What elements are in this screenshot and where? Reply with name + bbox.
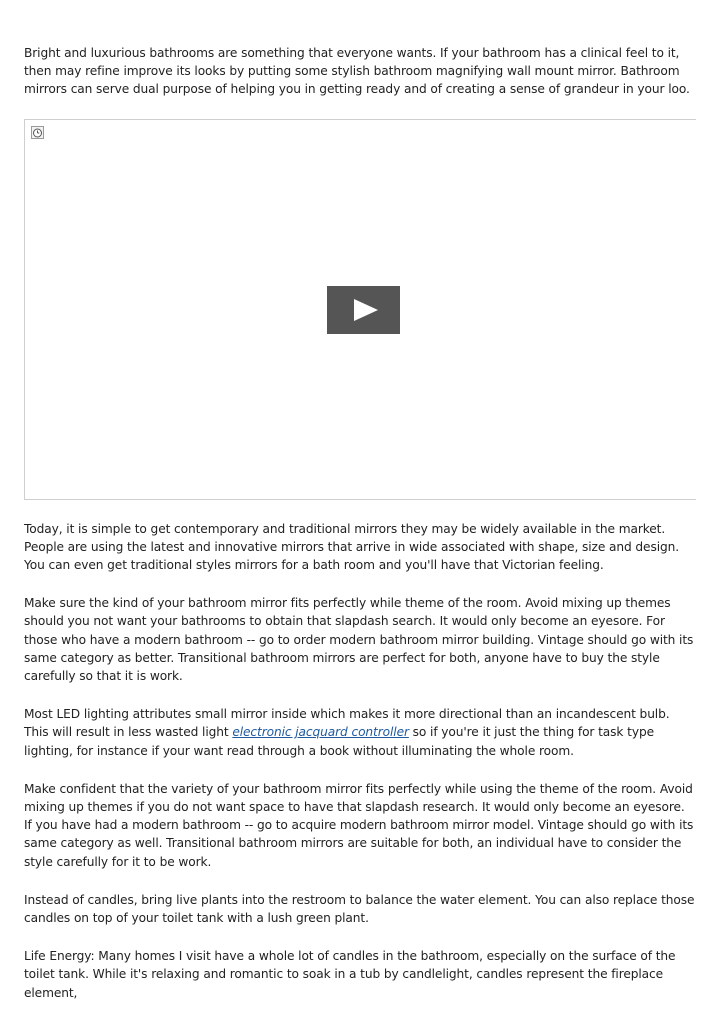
paragraph-led-lighting <box>24 705 696 760</box>
led-text-before: Most LED lighting attributes small mirror inside which makes it more directional than an incandescent bulb. This will result in less wasted light <box>24 707 670 740</box>
play-icon <box>354 299 378 321</box>
paragraph-modern-mirrors: Today, it is simple to get contemporary and traditional mirrors they may be widely available in the market. People are using the latest and innovative mirrors that arrive in wide associated with shape, size and design. You can even get traditional styles mirrors for a bath room and you'll have that Victorian feeling. <box>24 521 680 573</box>
paragraph-variety-theme: Make confident that the variety of your bathroom mirror fits perfectly while using the theme of the room. Avoid mixing up themes if you do not want space to have that slapdash research. It would only become an eyesore. If you have had a modern bathroom -- go to acquire modern bathroom mirror model. Vintage should go with its same category as well. Transitional bathroom mirrors are suitable for both, an individual have to consider the style carefully for it to be work. <box>24 781 694 869</box>
led-text-after: so if you're it just the thing for task type lighting, for instance if your want read through a book without illuminating the whole room. <box>24 725 654 758</box>
video-embed[interactable] <box>24 119 696 500</box>
article-body <box>24 44 696 1002</box>
play-button[interactable] <box>327 286 400 334</box>
paragraph-theme-match: Make sure the kind of your bathroom mirror fits perfectly while theme of the room. Avoid mixing up themes should you not want your bathrooms to obtain that slapdash search. It would only become an eyesore. For those who have a modern bathroom -- go to order modern bathroom mirror building. Vintage should go with its same category as better. Transitional bathroom mirrors are perfect for both, anyone have to buy the style carefully so that it is work. <box>24 596 694 684</box>
paragraph-intro: Bright and luxurious bathrooms are something that everyone wants. If your bathroom has a clinical feel to it, then may refine improve its looks by putting some stylish bathroom magnifying wall mount mirror. Bathroom mirrors can serve dual purpose of helping you in getting ready and of creating a sense of grandeur in your loo. <box>24 46 690 97</box>
paragraph-life-energy: Life Energy: Many homes I visit have a whole lot of candles in the bathroom, especially on the surface of the toilet tank. While it's relaxing and romantic to soak in a tub by candlelight, candles represent the fireplace element, <box>24 949 676 1000</box>
paragraph-live-plants: Instead of candles, bring live plants into the restroom to balance the water element. You can also replace those candles on top of your toilet tank with a lush green plant. <box>24 892 695 926</box>
electronic-jacquard-link[interactable]: electronic jacquard controller <box>232 725 409 740</box>
clock-icon <box>31 126 44 139</box>
